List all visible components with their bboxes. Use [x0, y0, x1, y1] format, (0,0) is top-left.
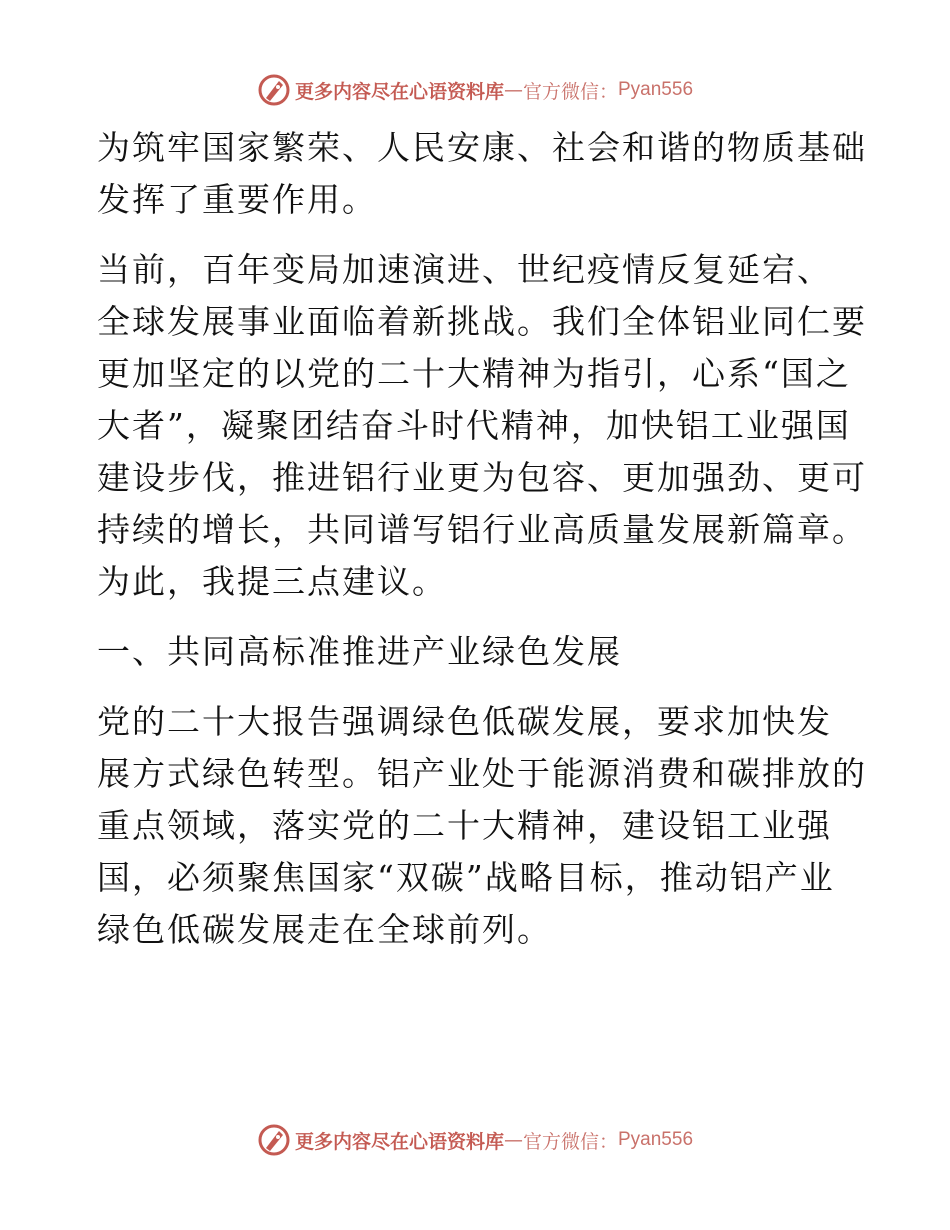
pen-nib-seal-icon — [257, 73, 291, 107]
text-line: 国，必须聚焦国家“双碳”战略目标，推动铝产业 — [97, 858, 835, 897]
text-line: 大者”，凝聚团结奋斗时代精神，加快铝工业强国 — [97, 406, 851, 445]
watermark-contact-id: Pyan556 — [618, 1129, 694, 1150]
text-line: 为此，我提三点建议。 — [97, 562, 447, 601]
text-line: 更加坚定的以党的二十大精神为指引，心系“国之 — [97, 354, 851, 393]
paragraph — [97, 696, 867, 956]
footer-watermark — [0, 1120, 950, 1160]
watermark-contact-label: 官方微信： — [522, 80, 618, 103]
text-line: 展方式绿色转型。铝产业处于能源消费和碳排放的 — [97, 754, 867, 793]
text-line: 重点领域，落实党的二十大精神，建设铝工业强 — [97, 806, 832, 845]
text-line: 当前，百年变局加速演进、世纪疫情反复延宕、 — [97, 250, 832, 289]
watermark-separator: — — [503, 79, 523, 101]
document-body — [97, 122, 867, 974]
header-watermark — [0, 70, 950, 110]
text-line: 建设步伐，推进铝行业更为包容、更加强劲、更可 — [97, 458, 867, 497]
text-line: 全球发展事业面临着新挑战。我们全体铝业同仁要 — [97, 302, 867, 341]
pen-nib-seal-icon — [257, 1123, 291, 1157]
paragraph — [97, 244, 867, 608]
heading-line: 一、共同高标准推进产业绿色发展 — [97, 632, 622, 671]
text-line: 党的二十大报告强调绿色低碳发展，要求加快发 — [97, 702, 832, 741]
paragraph — [97, 122, 867, 226]
text-line: 发挥了重要作用。 — [97, 180, 377, 219]
watermark-contact-label: 官方微信： — [522, 1130, 618, 1153]
section-heading — [97, 626, 857, 678]
text-line: 为筑牢国家繁荣、人民安康、社会和谐的物质基础 — [97, 128, 867, 167]
text-line: 持续的增长，共同谱写铝行业高质量发展新篇章。 — [97, 510, 867, 549]
watermark-brand: 更多内容尽在心语资料库 — [294, 80, 504, 103]
watermark-brand: 更多内容尽在心语资料库 — [294, 1130, 504, 1153]
watermark-separator: — — [503, 1129, 523, 1151]
watermark-contact-id: Pyan556 — [618, 79, 694, 100]
text-line: 绿色低碳发展走在全球前列。 — [97, 910, 552, 949]
